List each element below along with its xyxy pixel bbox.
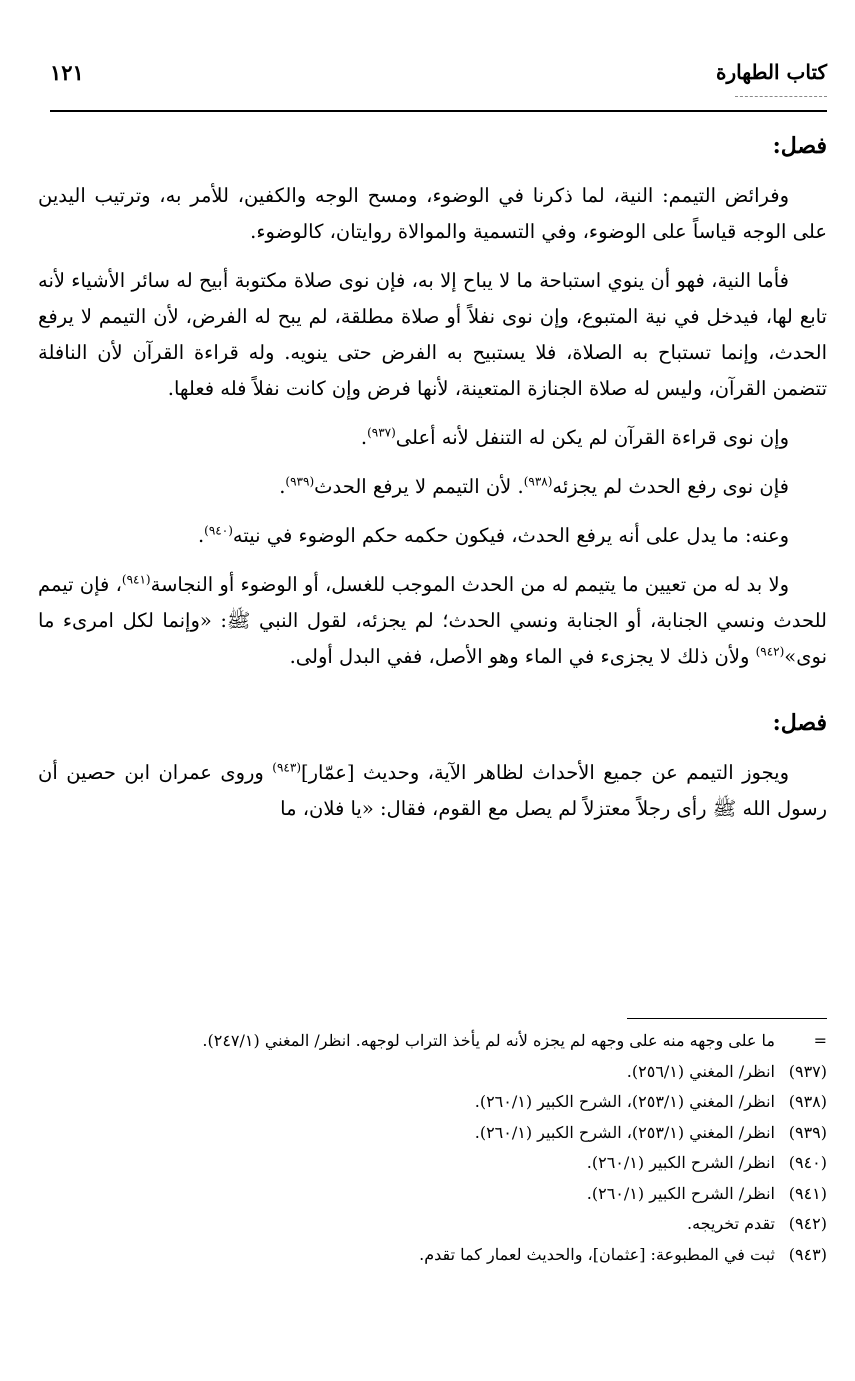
footnote-number: (٩٣٩) <box>788 1122 827 1142</box>
footnote <box>50 1209 827 1240</box>
paragraph <box>38 263 827 407</box>
text-run: . <box>279 475 286 498</box>
footnotes <box>50 1026 827 1270</box>
footnote <box>50 1057 827 1088</box>
footnote-text: ما على وجهه منه على وجهه لم يجزه لأنه لم يأخذ التراب لوجهه. انظر/ المغني (٢٤٧/١). <box>202 1031 775 1050</box>
text-run: ولأن ذلك لا يجزىء في الماء وهو الأصل، ففي البدل أولى. <box>289 645 756 668</box>
footnote-ref: (٩٣٨) <box>523 474 553 489</box>
footnote-ref: (٩٣٩) <box>285 474 315 489</box>
section-heading: فصل: <box>772 133 827 159</box>
text-run: ويجوز التيمم عن جميع الأحداث لظاهر الآية، وحديث [عمّار] <box>301 761 789 784</box>
footnote-ref: (٩٤٢) <box>755 644 785 659</box>
text-run: وعنه: ما يدل على أنه يرفع الحدث، فيكون حكمه حكم الوضوء في نيته <box>232 524 789 547</box>
main-text <box>38 128 827 840</box>
paragraph <box>38 469 827 505</box>
footnote-text: تقدم تخريجه. <box>687 1214 775 1233</box>
text-run: ولا بد له من تعيين ما يتيمم له من الحدث الموجب للغسل، أو الوضوء أو النجاسة <box>150 573 789 596</box>
footnote-text: ثبت في المطبوعة: [عثمان]، والحديث لعمار كما تقدم. <box>419 1244 775 1264</box>
book-title: كتاب الطهارة <box>716 60 827 84</box>
footnote-number: (٩٤٢) <box>788 1214 827 1233</box>
paragraph <box>38 567 827 675</box>
footnote-rule <box>627 1018 827 1019</box>
footnote-ref: (٩٣٧) <box>367 425 396 440</box>
text-run: وفرائض التيمم: النية، لما ذكرنا في الوضوء، ومسح الوجه والكفين، للأمر به، وترتيب اليدين على الوجه قياساً على الوضوء، وفي التسمية والموالاة روايتان، كالوضوء. <box>38 184 827 243</box>
footnote-number: (٩٤١) <box>788 1183 827 1203</box>
footnote-number: (٩٣٨) <box>788 1092 827 1111</box>
footnote-ref: (٩٤١) <box>121 572 151 587</box>
section-heading: فصل: <box>772 710 827 736</box>
footnote-text: انظر/ الشرح الكبير (٢٦٠/١). <box>586 1183 775 1203</box>
footnote <box>50 1148 827 1179</box>
footnote-number: (٩٣٧) <box>788 1061 827 1081</box>
footnote-text: انظر/ المغني (٢٥٣/١)، الشرح الكبير (٢٦٠/١). <box>474 1122 775 1142</box>
text-run: وإن نوى قراءة القرآن لم يكن له التنفل لأنه أعلى <box>395 426 789 449</box>
footnote-ref: (٩٤٠) <box>204 523 233 538</box>
footnote <box>50 1240 827 1271</box>
header-underline <box>735 96 827 97</box>
text-run: . <box>360 426 368 449</box>
running-header <box>50 60 827 100</box>
footnote <box>50 1087 827 1118</box>
paragraph <box>38 420 827 456</box>
footnote-ref: (٩٤٣) <box>272 760 302 775</box>
footnote <box>50 1026 827 1057</box>
footnote-number: = <box>813 1031 827 1050</box>
footnote-text: انظر/ المغني (٢٥٦/١). <box>626 1061 775 1081</box>
paragraph <box>38 755 827 827</box>
text-run: فأما النية، فهو أن ينوي استباحة ما لا يباح إلا به، فإن نوى صلاة مكتوبة أبيح له سائر الأشياء لأنه تابع لها، فيدخل في نية المتبوع، وإن نوى نفلاً أو صلاة مطلقة، لم يبح له الفرض، لأن التيمم لا يرفع الحدث، وإنما تستباح به الصلاة، فلا يستبيح به الفرض حتى ينويه. وله قراءة القرآن لأن النافلة تتضمن القرآن، وليس له صلاة الجنازة المتعينة، لأنها فرض وإن كانت نفلاً فله فعلها. <box>38 269 827 400</box>
paragraph <box>38 178 827 250</box>
footnote-number: (٩٤٠) <box>788 1153 827 1172</box>
page-number: ١٢١ <box>50 60 84 85</box>
footnote-text: انظر/ المغني (٢٥٣/١)، الشرح الكبير (٢٦٠/١). <box>474 1092 775 1111</box>
footnote-text: انظر/ الشرح الكبير (٢٦٠/١). <box>586 1153 775 1172</box>
footnote <box>50 1118 827 1149</box>
footnote <box>50 1179 827 1210</box>
paragraph <box>38 518 827 554</box>
header-rule <box>50 110 827 112</box>
text-run: . لأن التيمم لا يرفع الحدث <box>314 475 524 498</box>
text-run: . <box>197 524 205 547</box>
text-run: وروى عمران ابن حصين أن رسول الله ﷺ رأى رجلاً معتزلاً لم يصل مع القوم، فقال: «يا فلان، ما <box>38 761 827 820</box>
text-run: ، فإن تيمم للحدث ونسي الجنابة، أو الجنابة ونسي الحدث؛ لم يجزئه، لقول النبي ﷺ: «وإنما لكل امرىء ما نوى» <box>38 573 827 668</box>
text-run: فإن نوى رفع الحدث لم يجزئه <box>552 475 789 498</box>
footnote-number: (٩٤٣) <box>788 1244 827 1264</box>
